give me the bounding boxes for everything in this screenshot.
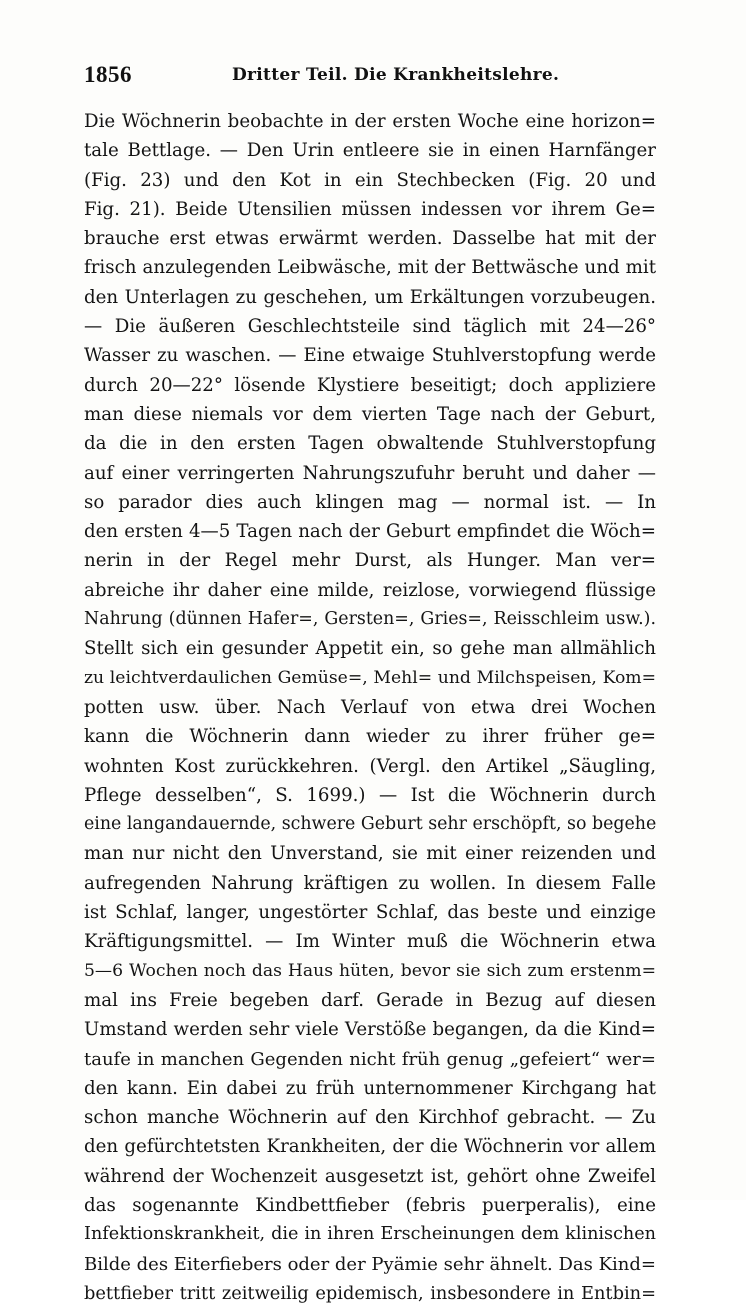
text-line: Infektionskrankheit, die in ihren Erscheinungen dem klinischen <box>84 1224 656 1245</box>
text-line: Umstand werden sehr viele Verstöße begangen, da die Kind= <box>84 1019 656 1041</box>
page-number: 1856 <box>84 62 132 87</box>
text-line: nerin in der Regel mehr Durst, als Hunger. Man ver= <box>84 550 656 572</box>
text-line: Wasser zu waschen. — Eine etwaige Stuhlverstopfung werde <box>84 345 656 367</box>
text-line: Bilde des Eiterfiebers oder der Pyämie sehr ähnelt. Das Kind= <box>84 1253 656 1275</box>
text-line: eine langandauernde, schwere Geburt sehr erschöpft, so begehe <box>84 814 656 835</box>
page-header <box>84 62 656 90</box>
text-line: (Fig. 23) und den Kot in ein Stechbecken (Fig. 20 und <box>84 169 656 191</box>
running-title: Dritter Teil. Die Krankheitslehre. <box>232 65 560 85</box>
text-line: durch 20—22° lösende Klystiere beseitigt; doch appliziere <box>84 374 656 396</box>
text-line: ist Schlaf, langer, ungestörter Schlaf, das beste und einzige <box>84 902 656 924</box>
text-line: Stellt sich ein gesunder Appetit ein, so gehe man allmählich <box>84 638 656 660</box>
text-line: den gefürchtetsten Krankheiten, der die Wöchnerin vor allem <box>84 1136 656 1158</box>
text-line: potten usw. über. Nach Verlauf von etwa drei Wochen <box>84 696 656 718</box>
text-line: Fig. 21). Beide Utensilien müssen indessen vor ihrem Ge= <box>84 198 656 220</box>
text-line: das sogenannte Kindbettfieber (febris puerperalis), eine <box>84 1194 656 1216</box>
text-line: Nahrung (dünnen Hafer=, Gersten=, Gries=, Reisschleim usw.). <box>84 609 656 630</box>
text-line: den kann. Ein dabei zu früh unternommener Kirchgang hat <box>84 1077 656 1099</box>
text-line: da die in den ersten Tagen obwaltende Stuhlverstopfung <box>84 433 656 455</box>
text-line: tale Bettlage. — Den Urin entleere sie in einen Harnfänger <box>84 140 656 162</box>
text-line: frisch anzulegenden Leibwäsche, mit der Bettwäsche und mit <box>84 257 656 279</box>
text-line: während der Wochenzeit ausgesetzt ist, gehört ohne Zweifel <box>84 1165 656 1187</box>
text-line: bettfieber tritt zeitweilig epidemisch, insbesondere in Entbin= <box>84 1282 656 1304</box>
text-line: zu leichtverdaulichen Gemüse=, Mehl= und Milchspeisen, Kom= <box>84 667 656 688</box>
text-line: — Die äußeren Geschlechtsteile sind täglich mit 24—26° <box>84 316 656 338</box>
text-line: den ersten 4—5 Tagen nach der Geburt empfindet die Wöch= <box>84 521 656 543</box>
text-line: man nur nicht den Unverstand, sie mit einer reizenden und <box>84 843 656 865</box>
text-line: schon manche Wöchnerin auf den Kirchhof gebracht. — Zu <box>84 1107 656 1129</box>
text-line: aufregenden Nahrung kräftigen zu wollen. In diesem Falle <box>84 872 656 894</box>
text-line: 5—6 Wochen noch das Haus hüten, bevor sie sich zum erstenm= <box>84 960 656 981</box>
text-line: so parador dies auch klingen mag — normal ist. — In <box>84 491 656 513</box>
text-line: wohnten Kost zurückkehren. (Vergl. den Artikel „Säugling, <box>84 755 656 777</box>
text-line: brauche erst etwas erwärmt werden. Dasselbe hat mit der <box>84 228 656 250</box>
text-line: abreiche ihr daher eine milde, reizlose, vorwiegend flüssige <box>84 579 656 601</box>
text-line: Kräftigungsmittel. — Im Winter muß die Wöchnerin etwa <box>84 931 656 953</box>
text-line: kann die Wöchnerin dann wieder zu ihrer früher ge= <box>84 726 656 748</box>
text-line: mal ins Freie begeben darf. Gerade in Bezug auf diesen <box>84 989 656 1011</box>
text-line: man diese niemals vor dem vierten Tage nach der Geburt, <box>84 403 656 425</box>
text-line: auf einer verringerten Nahrungszufuhr beruht und daher — <box>84 462 656 484</box>
text-line: Die Wöchnerin beobachte in der ersten Woche eine horizon= <box>84 111 656 132</box>
body-text <box>84 107 656 1308</box>
text-line: Pflege desselben“, S. 1699.) — Ist die Wöchnerin durch <box>84 784 656 806</box>
text-line: taufe in manchen Gegenden nicht früh genug „gefeiert“ wer= <box>84 1048 656 1070</box>
text-line: den Unterlagen zu geschehen, um Erkältungen vorzubeugen. <box>84 286 656 308</box>
